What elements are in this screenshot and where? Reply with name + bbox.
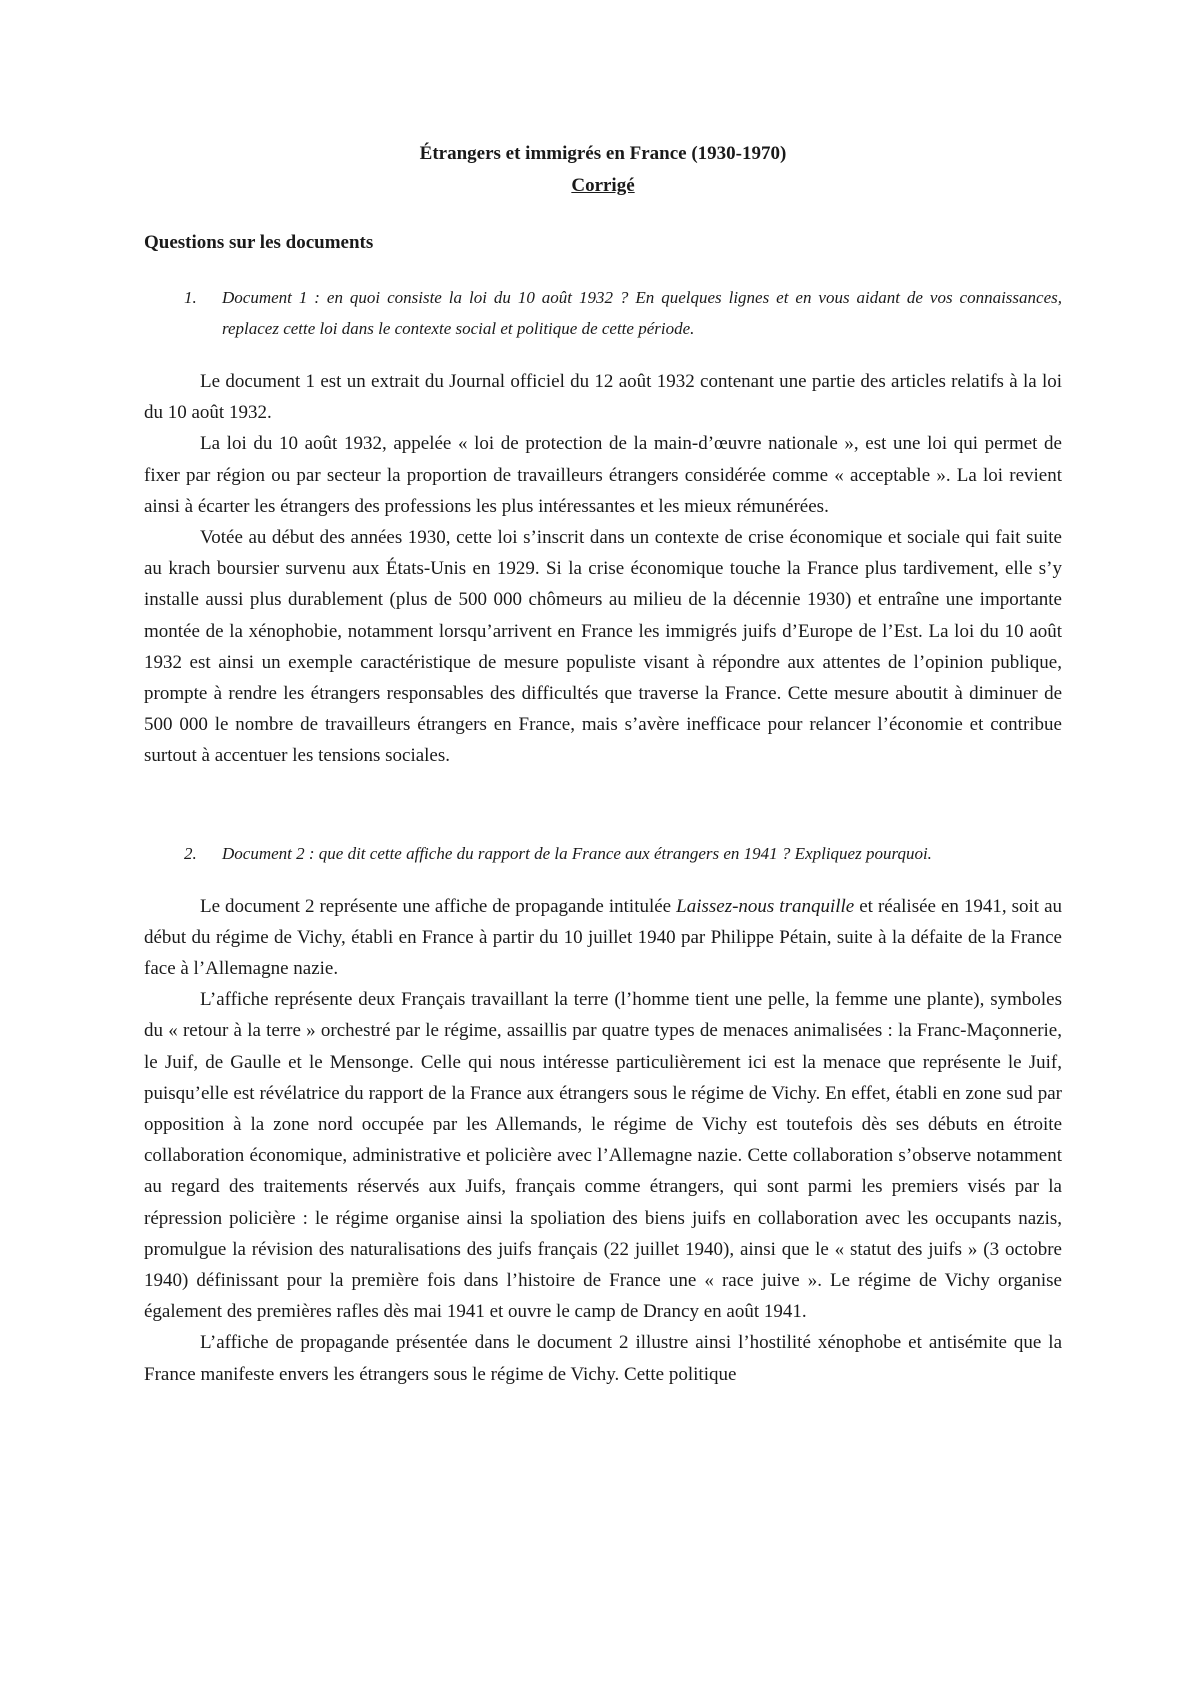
answer-paragraph: La loi du 10 août 1932, appelée « loi de protection de la main-d’œuvre nationale », est une loi qui permet de fixer par région ou par secteur la proportion de travailleurs étrangers considérée comme « acceptable ». La loi revient ainsi à écarter les étrangers des professions les plus intéressantes et les mieux rémunérées. [144, 433, 1062, 517]
answer-paragraph [144, 891, 1062, 985]
question-text: Document 2 : que dit cette affiche du rapport de la France aux étrangers en 1941 ? Expliquez pourquoi. [222, 843, 932, 863]
answer-2 [144, 891, 1062, 1390]
document-page [144, 138, 1062, 1390]
question-number: 2. [184, 843, 197, 863]
section-heading: Questions sur les documents [144, 232, 374, 253]
answer-text: Le document 2 représente une affiche de propagande intitulée [200, 895, 677, 917]
question-1 [184, 282, 1062, 344]
answer-paragraph: L’affiche représente deux Français travaillant la terre (l’homme tient une pelle, la femme une plante), symboles du « retour à la terre » orchestré par le régime, assaillis par quatre types de menaces animalisées : la Franc-Maçonnerie, le Juif, de Gaulle et le Mensonge. Celle qui nous intéresse particulièrement ici est la menace que représente le Juif, puisqu’elle est révélatrice du rapport de la France aux étrangers sous le régime de Vichy. En effet, établi en zone sud par opposition à la zone nord occupée par les Allemands, le régime de Vichy est toutefois dès ses débuts en étroite collaboration économique, administrative et policière avec l’Allemagne nazie. Cette collaboration s’observe notamment au regard des traitements réservés aux Juifs, français comme étrangers, qui sont parmi les premiers visés par la répression policière : le régime organise ainsi la spoliation des biens juifs en collaboration avec les occupants nazis, promulgue la révision des naturalisations des juifs français (22 juillet 1940), ainsi que le « statut des juifs » (3 octobre 1940) définissant pour la première fois dans l’histoire de France une « race juive ». Le régime de Vichy organise également des premières rafles dès mai 1941 et ouvre le camp de Drancy en août 1941. [144, 989, 1062, 1323]
question-number: 1. [184, 288, 197, 307]
answer-text: et réalisée en 1941, soit au début du régime de Vichy, établi en France à partir du 10 juillet 1940 par Philippe Pétain, suite à la défaite de la France face à l’Allemagne nazie. [144, 895, 1063, 980]
answer-1 [144, 366, 1062, 772]
answer-paragraph: Le document 1 est un extrait du Journal officiel du 12 août 1932 contenant une partie des articles relatifs à la loi du 10 août 1932. [144, 371, 1062, 424]
poster-title: Laissez-nous tranquille [676, 895, 855, 917]
question-2 [184, 838, 1062, 869]
answer-paragraph: L’affiche de propagande présentée dans le document 2 illustre ainsi l’hostilité xénophobe et antisémite que la France manifeste envers les étrangers sous le régime de Vichy. Cette politique [144, 1332, 1062, 1385]
document-title: Étrangers et immigrés en France (1930-1970) [419, 143, 787, 164]
answer-paragraph: Votée au début des années 1930, cette loi s’inscrit dans un contexte de crise économique et sociale qui fait suite au krach boursier survenu aux États-Unis en 1929. Si la crise économique touche la France plus tardivement, elle s’y installe aussi plus durablement (plus de 500 000 chômeurs au milieu de la décennie 1930) et entraîne une importante montée de la xénophobie, notamment lorsqu’arrivent en France les immigrés juifs d’Europe de l’Est. La loi du 10 août 1932 est ainsi un exemple caractéristique de mesure populiste visant à répondre aux attentes de l’opinion publique, prompte à rendre les étrangers responsables des difficultés que traverse la France. Cette mesure aboutit à diminuer de 500 000 le nombre de travailleurs étrangers en France, mais s’avère inefficace pour relancer l’économie et contribue surtout à accentuer les tensions sociales. [144, 527, 1062, 767]
question-text: Document 1 : en quoi consiste la loi du 10 août 1932 ? En quelques lignes et en vous aidant de vos connaissances, replacez cette loi dans le contexte social et politique de cette période. [222, 288, 1062, 338]
title-block [144, 138, 1062, 202]
document-subtitle: Corrigé [571, 175, 635, 196]
